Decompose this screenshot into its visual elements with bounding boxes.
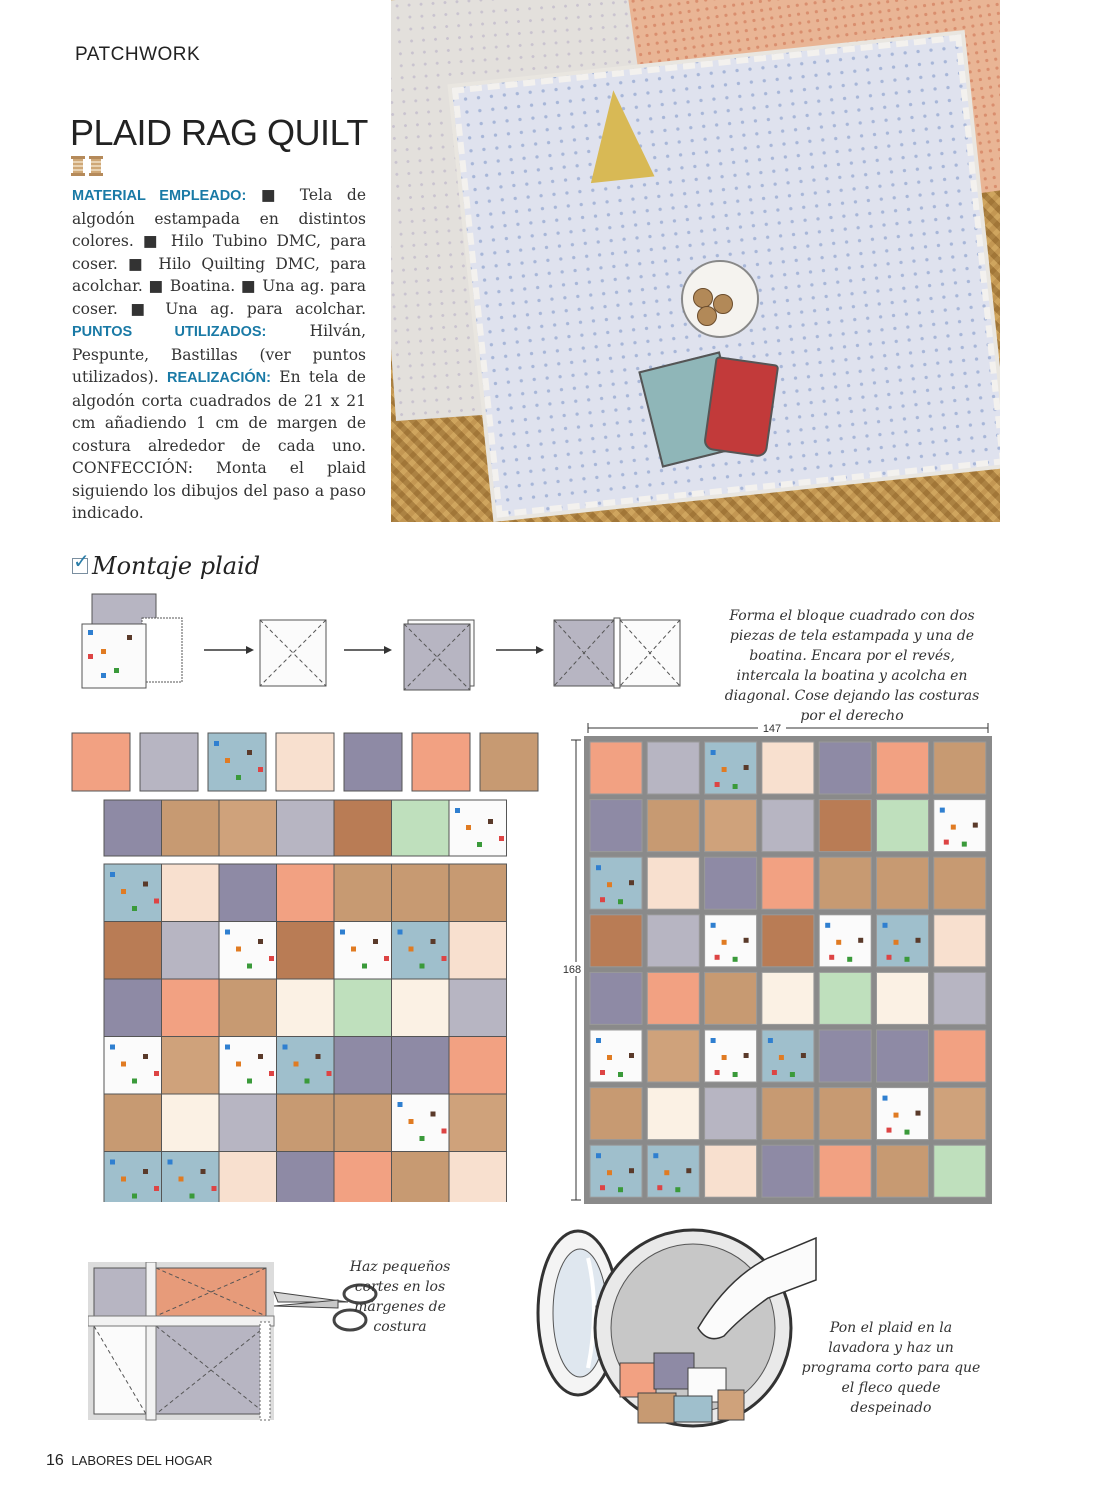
fabric-square [762, 915, 814, 967]
section-label: PATCHWORK [75, 44, 201, 65]
fabric-square [162, 922, 220, 980]
fabric-square [877, 972, 929, 1024]
fabric-square [762, 857, 814, 909]
wash-note: Pon el plaid en la lavadora y haz un programa corto para que el fleco quede despeinado [801, 1320, 981, 1416]
fabric-square [819, 742, 871, 794]
fabric-square [162, 1037, 220, 1095]
fabric-square [277, 979, 335, 1037]
fabric-square [647, 1030, 699, 1082]
difficulty-rating [71, 156, 103, 176]
spool-icon [89, 156, 103, 176]
fabric-square [647, 1088, 699, 1140]
fabric-square [219, 979, 277, 1037]
fabric-square [162, 979, 220, 1037]
block-steps-diagram [78, 590, 698, 700]
fabric-square [705, 1145, 757, 1197]
material-label: MATERIAL EMPLEADO: [72, 188, 247, 204]
realizacion-label: REALIZACIÓN: [167, 370, 271, 386]
material-text: ■ Tela de algodón estampada en distintos colores. ■ Hilo Tubino DMC, para coser. ■ Hilo Quilting DMC, para acolchar. ■ Boatina. ■ Una ag. para coser. ■ Una ag. para acolchar. [72, 186, 366, 318]
fabric-square [590, 1145, 642, 1197]
step1-batting [142, 618, 182, 682]
fabric-square [72, 733, 130, 791]
fabric-square [412, 733, 470, 791]
fabric-square [140, 733, 198, 791]
fabric-square [705, 857, 757, 909]
puntos-label: PUNTOS UTILIZADOS: [72, 324, 267, 340]
fabric-square [449, 1037, 507, 1095]
fabric-square [934, 857, 986, 909]
fabric-square [590, 1030, 642, 1082]
fabric-square [877, 915, 929, 967]
fabric-square [819, 972, 871, 1024]
fabric-square [277, 922, 335, 980]
fabric-square [819, 1145, 871, 1197]
fabric-square [647, 915, 699, 967]
fabric-square [334, 1037, 392, 1095]
height-label: 168 [562, 964, 582, 976]
fabric-square [334, 1152, 392, 1203]
fabric-square [219, 1152, 277, 1203]
fabric-square [590, 972, 642, 1024]
fabric-square [762, 800, 814, 852]
spool-icon [71, 156, 85, 176]
fabric-square [334, 1094, 392, 1152]
fabric-square [934, 915, 986, 967]
puntos-text: Hilván, Pespunte, Bastillas (ver puntos utilizados). [72, 322, 366, 386]
fabric-square [449, 922, 507, 980]
fabric-square [277, 800, 335, 856]
fabric-square [392, 979, 450, 1037]
fabric-square [819, 857, 871, 909]
width-label: 147 [762, 723, 782, 735]
fabric-square [104, 922, 162, 980]
fabric-square [219, 864, 277, 922]
finished-quilt-diagram [560, 718, 1000, 1208]
quilt-photo [391, 0, 1000, 522]
fabric-square [934, 1145, 986, 1197]
fabric-square [449, 1152, 507, 1203]
assembly-diagram [70, 730, 540, 1202]
fabric-square [219, 1094, 277, 1152]
fabric-square [480, 733, 538, 791]
fabric-square [877, 857, 929, 909]
fabric-square [819, 800, 871, 852]
fabric-square [647, 857, 699, 909]
fabric-square [705, 800, 757, 852]
fabric-square [934, 972, 986, 1024]
fabric-square [334, 979, 392, 1037]
fabric-square [705, 1030, 757, 1082]
fabric-square [334, 864, 392, 922]
realizacion-text: En tela de algodón corta cuadrados de 21 x 21 cm añadiendo 1 cm de margen de costura alrededor de cada uno. CONFECCIÓN: Monta el plaid siguiendo los dibujos del paso a paso indicado. [72, 368, 366, 522]
fabric-square [934, 1088, 986, 1140]
fabric-square [762, 1145, 814, 1197]
fabric-square [877, 742, 929, 794]
fabric-square [277, 1152, 335, 1203]
fabric-square [590, 1088, 642, 1140]
page-title: PLAID RAG QUILT [70, 112, 368, 153]
fabric-square [762, 742, 814, 794]
fabric-square [877, 1088, 929, 1140]
fabric-square [647, 1145, 699, 1197]
page-number: 16 [46, 1452, 64, 1469]
fabric-square [104, 800, 162, 856]
fabric-square [392, 1152, 450, 1203]
fabric-square [762, 1030, 814, 1082]
magazine-name: LABORES DEL HOGAR [71, 1453, 213, 1468]
fabric-square [934, 742, 986, 794]
fabric-square [104, 1094, 162, 1152]
fabric-square [162, 864, 220, 922]
fabric-square [705, 1088, 757, 1140]
fabric-square [647, 800, 699, 852]
fabric-square [590, 915, 642, 967]
fabric-square [590, 857, 642, 909]
fabric-square [392, 1037, 450, 1095]
fabric-square [934, 800, 986, 852]
step4-seam [614, 618, 620, 688]
fabric-square [449, 864, 507, 922]
footer [46, 1452, 213, 1470]
fabric-square [819, 915, 871, 967]
section-title: Montaje plaid [92, 552, 261, 580]
fabric-square [705, 972, 757, 1024]
fabric-square [392, 864, 450, 922]
cuts-note: Haz pequeños cortes en los márgenes de costura [349, 1259, 451, 1335]
fabric-square [762, 1088, 814, 1140]
materials-text [72, 184, 366, 525]
fabric-square [705, 915, 757, 967]
fabric-square [276, 733, 334, 791]
fabric-square [162, 1094, 220, 1152]
fabric-square [877, 800, 929, 852]
fabric-square [277, 1094, 335, 1152]
checkmark-icon: ✓ [73, 549, 90, 573]
fabric-square [219, 800, 277, 856]
fabric-square [392, 800, 450, 856]
fabric-square [334, 800, 392, 856]
fabric-square [877, 1030, 929, 1082]
fabric-square [344, 733, 402, 791]
fabric-square [277, 864, 335, 922]
fabric-square [762, 972, 814, 1024]
fabric-square [449, 1094, 507, 1152]
fabric-square [819, 1030, 871, 1082]
fabric-square [934, 1030, 986, 1082]
fabric-square [647, 972, 699, 1024]
step-note: Forma el bloque cuadrado con dos piezas de tela estampada y una de boatina. Encara por el revés, intercala la boatina y acolcha en diagonal. Cose dejando las costuras por el derecho [724, 608, 980, 724]
washing-machine-diagram [528, 1218, 818, 1440]
fabric-square [590, 742, 642, 794]
fabric-square [647, 742, 699, 794]
fabric-square [449, 979, 507, 1037]
fabric-square [877, 1145, 929, 1197]
fabric-square [705, 742, 757, 794]
fabric-square [104, 979, 162, 1037]
fabric-square [819, 1088, 871, 1140]
fabric-square [162, 800, 220, 856]
fabric-square [590, 800, 642, 852]
